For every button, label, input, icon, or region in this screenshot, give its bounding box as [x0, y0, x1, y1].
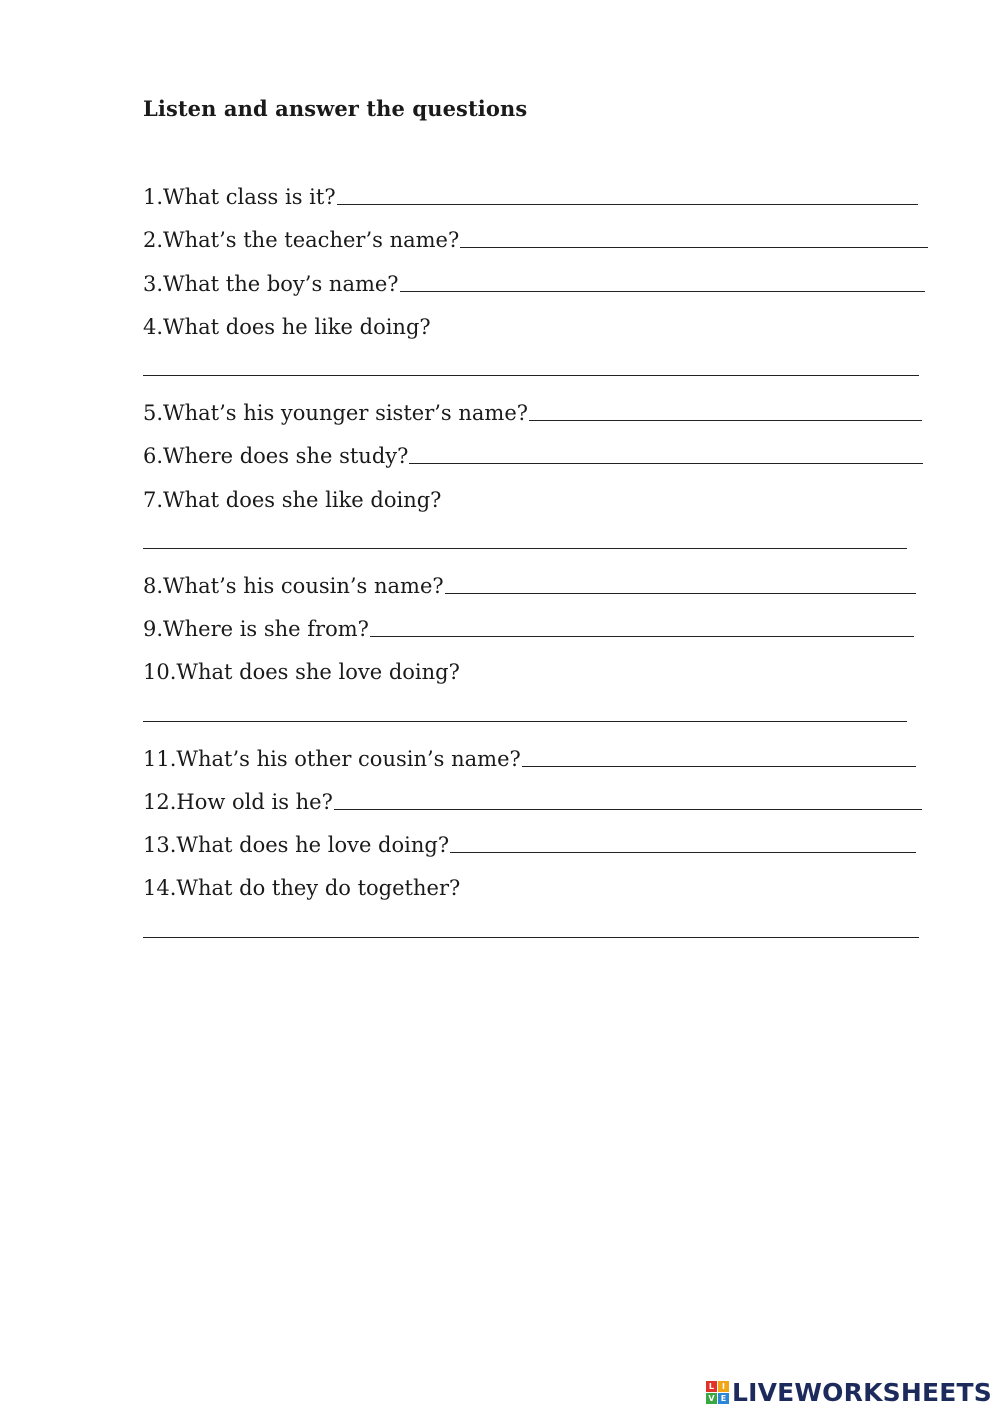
question-4-text: 4.What does he like doing? — [143, 315, 431, 339]
answer-blank-6[interactable] — [409, 462, 923, 464]
liveworksheets-logo — [706, 1378, 992, 1407]
question-14 — [143, 872, 843, 900]
question-13 — [143, 829, 916, 857]
question-10-text: 10.What does she love doing? — [143, 660, 460, 684]
answer-blank-2[interactable] — [460, 246, 928, 248]
liveworksheets-logo-icon — [706, 1381, 729, 1404]
answer-blank-9[interactable] — [370, 635, 914, 637]
question-7-text: 7.What does she like doing? — [143, 488, 442, 512]
question-1-text: 1.What class is it? — [143, 185, 336, 209]
logo-mark-cell: L — [706, 1381, 717, 1392]
worksheet-title: Listen and answer the questions — [143, 96, 528, 121]
question-14-text: 14.What do they do together? — [143, 876, 461, 900]
question-10 — [143, 656, 843, 684]
question-2-text: 2.What’s the teacher’s name? — [143, 228, 460, 252]
answer-line-14[interactable] — [143, 936, 919, 938]
question-3 — [143, 268, 925, 296]
question-8 — [143, 570, 916, 598]
question-13-text: 13.What does he love doing? — [143, 833, 450, 857]
question-8-text: 8.What’s his cousin’s name? — [143, 574, 444, 598]
answer-line-4[interactable] — [143, 374, 919, 376]
question-5 — [143, 397, 922, 425]
question-5-text: 5.What’s his younger sister’s name? — [143, 401, 529, 425]
answer-blank-3[interactable] — [400, 290, 925, 292]
question-11 — [143, 743, 916, 771]
question-9-text: 9.Where is she from? — [143, 617, 369, 641]
answer-line-10[interactable] — [143, 720, 907, 722]
question-3-text: 3.What the boy’s name? — [143, 272, 399, 296]
answer-blank-8[interactable] — [445, 592, 916, 594]
logo-text: LIVEWORKSHEETS — [731, 1378, 992, 1407]
question-4 — [143, 311, 843, 339]
question-9 — [143, 613, 914, 641]
question-1 — [143, 181, 918, 209]
answer-blank-11[interactable] — [522, 765, 916, 767]
answer-line-7[interactable] — [143, 547, 907, 549]
question-12 — [143, 786, 922, 814]
logo-mark-cell: E — [718, 1393, 729, 1404]
logo-mark-cell: I — [718, 1381, 729, 1392]
question-12-text: 12.How old is he? — [143, 790, 333, 814]
question-6 — [143, 440, 923, 468]
logo-mark-cell: V — [706, 1393, 717, 1404]
question-11-text: 11.What’s his other cousin’s name? — [143, 747, 521, 771]
question-6-text: 6.Where does she study? — [143, 444, 409, 468]
answer-blank-13[interactable] — [450, 851, 916, 853]
question-7 — [143, 484, 843, 512]
answer-blank-12[interactable] — [334, 808, 922, 810]
answer-blank-1[interactable] — [337, 203, 918, 205]
answer-blank-5[interactable] — [529, 419, 922, 421]
question-2 — [143, 224, 928, 252]
